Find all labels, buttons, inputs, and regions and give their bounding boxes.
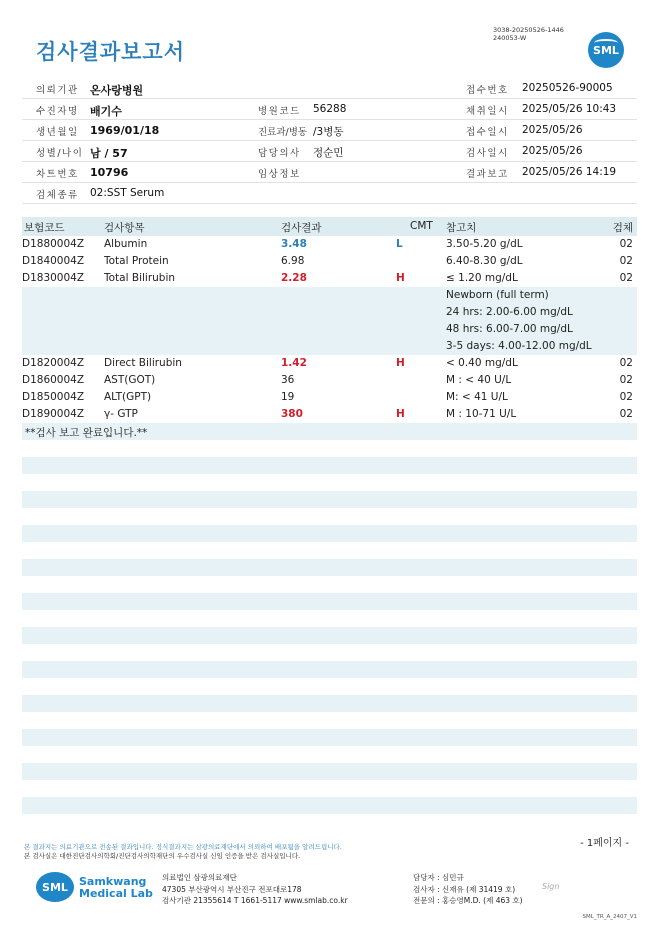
cell-ref: M : 10-71 U/L (446, 408, 517, 420)
cell-item: ALT(GPT) (104, 391, 152, 403)
received-value: 2025/05/26 (522, 124, 583, 136)
cell-flag: H (396, 272, 405, 284)
cell-code: D1890004Z (22, 408, 85, 420)
empty-row (22, 729, 637, 746)
col-item-header: 검사항목 (104, 222, 145, 234)
chart-value: 10796 (90, 166, 129, 179)
empty-row (22, 695, 637, 712)
cell-item: Total Bilirubin (104, 272, 176, 284)
cell-result: 1.42 (281, 357, 307, 369)
cell-item: Total Protein (104, 255, 169, 267)
cell-ref: 3.50-5.20 g/dL (446, 238, 523, 250)
signature: Sign (542, 882, 560, 891)
collected-value: 2025/05/26 10:43 (522, 103, 617, 115)
collected-label: 채취일시 (466, 106, 509, 117)
table-row (22, 406, 637, 423)
hospital-code-label: 병원코드 (258, 106, 301, 117)
receipt-no-value: 20250526-90005 (522, 82, 613, 94)
cell-result: 36 (281, 374, 295, 386)
info-row (22, 162, 637, 183)
cell-ref: ≤ 1.20 mg/dL (446, 272, 518, 284)
cell-result: 2.28 (281, 272, 307, 284)
institution-value: 온사랑병원 (90, 84, 144, 97)
cell-item: Albumin (104, 238, 148, 250)
cell-result: 19 (281, 391, 295, 403)
cell-item: Direct Bilirubin (104, 357, 182, 369)
form-code: SML_TR_A_2407_V1 (582, 914, 637, 920)
org-name: 의료법인 삼광의료재단 (162, 873, 237, 882)
dob-value: 1969/01/18 (90, 124, 160, 137)
specimen-value: 02:SST Serum (90, 187, 165, 199)
contact: 검사기관 21355614 T 1661-5117 www.smlab.co.kr (162, 896, 348, 905)
cell-code: D1830004Z (22, 272, 85, 284)
cell-code: D1820004Z (22, 357, 85, 369)
doctor-label: 담당의사 (258, 148, 301, 159)
dept-label: 진료과/병동 (258, 127, 308, 138)
dept-value: /3병동 (313, 126, 344, 138)
cell-ref: Newborn (full term) (446, 289, 549, 301)
address: 47305 부산광역시 부산진구 전포대로178 (162, 884, 302, 894)
col-code-header: 보험코드 (24, 222, 65, 234)
cell-ref: 6.40-8.30 g/dL (446, 255, 523, 267)
cell-spec: 02 (619, 238, 633, 250)
footer-address (162, 872, 348, 907)
patient-value: 배기수 (90, 105, 122, 118)
cell-spec: 02 (619, 374, 633, 386)
info-row (22, 78, 637, 99)
empty-row (22, 797, 637, 814)
cell-code: D1850004Z (22, 391, 85, 403)
sex-age-value: 남 / 57 (90, 147, 128, 160)
empty-row (22, 559, 637, 576)
col-cmt-header: CMT (410, 220, 433, 232)
table-row (22, 338, 637, 355)
cell-item: γ- GTP (104, 408, 138, 420)
cell-flag: H (396, 408, 405, 420)
info-row (22, 141, 637, 162)
cell-spec: 02 (619, 255, 633, 267)
cell-code: D1860004Z (22, 374, 85, 386)
staff-tester: 검사자 : 신재유 (제 31419 호) (413, 884, 516, 894)
tested-value: 2025/05/26 (522, 145, 583, 157)
staff-manager: 담당자 : 심민규 (413, 873, 464, 882)
specimen-label: 검체종류 (36, 190, 79, 201)
empty-row (22, 525, 637, 542)
sml-logo-icon: SML (36, 872, 74, 902)
cell-item: AST(GOT) (104, 374, 156, 386)
table-row (22, 355, 637, 372)
table-row (22, 287, 637, 304)
cell-code: D1840004Z (22, 255, 85, 267)
table-row (22, 270, 637, 287)
empty-row (22, 627, 637, 644)
table-row (22, 236, 637, 253)
footer-note-2: 본 검사실은 대한진단검사의학회/진단검사의학재단의 우수검사실 신임 인증을 받은 검사실입니다. (24, 852, 301, 860)
cell-ref: 24 hrs: 2.00-6.00 mg/dL (446, 306, 573, 318)
cell-ref: M : < 40 U/L (446, 374, 512, 386)
cell-ref: < 0.40 mg/dL (446, 357, 518, 369)
cell-spec: 02 (619, 272, 633, 284)
cell-spec: 02 (619, 408, 633, 420)
cell-result: 380 (281, 408, 303, 420)
empty-row (22, 763, 637, 780)
cell-ref: 3-5 days: 4.00-12.00 mg/dL (446, 340, 592, 352)
sml-logo: SML (588, 32, 624, 68)
table-row (22, 321, 637, 338)
info-row (22, 120, 637, 141)
empty-row (22, 491, 637, 508)
cell-spec: 02 (619, 357, 633, 369)
page-number: - 1페이지 - (580, 838, 629, 849)
footer-staff (413, 872, 523, 907)
col-ref-header: 참고치 (446, 222, 477, 234)
reported-label: 결과보고 (466, 169, 509, 180)
table-row (22, 389, 637, 406)
reported-value: 2025/05/26 14:19 (522, 166, 617, 178)
empty-row (22, 457, 637, 474)
empty-row (22, 593, 637, 610)
col-spec-header: 검체 (612, 222, 633, 234)
results-table-header (22, 217, 637, 236)
cell-spec: 02 (619, 391, 633, 403)
results-table-body (22, 236, 637, 440)
doctor-value: 정순민 (313, 147, 344, 159)
brand-name: Samkwang Medical Lab (79, 875, 153, 900)
info-row (22, 99, 637, 120)
cell-ref: 48 hrs: 6.00-7.00 mg/dL (446, 323, 573, 335)
cell-flag: L (396, 238, 403, 250)
cell-flag: H (396, 357, 405, 369)
empty-rows (22, 457, 637, 831)
hospital-code-value: 56288 (313, 103, 347, 115)
tested-label: 검사일시 (466, 148, 509, 159)
completion-note: **검사 보고 완료입니다.** (25, 427, 148, 439)
cell-result: 6.98 (281, 255, 305, 267)
footer-note-1: 본 결과지는 의료기관으로 전송된 결과입니다. 정식결과지는 삼광의료재단에서 의뢰하여 배포됨을 알려드립니다. (24, 843, 342, 851)
sex-age-label: 성별/나이 (36, 148, 84, 159)
received-label: 접수일시 (466, 127, 509, 138)
dob-label: 생년월일 (36, 127, 79, 138)
table-row (22, 304, 637, 321)
col-result-header: 검사결과 (281, 222, 322, 234)
completion-note-row (22, 423, 637, 440)
cell-ref: M: < 41 U/L (446, 391, 508, 403)
empty-row (22, 661, 637, 678)
clinical-label: 임상정보 (258, 169, 301, 180)
staff-specialist: 전문의 : 홍승영M.D. (제 463 호) (413, 896, 523, 905)
info-row (22, 183, 637, 204)
receipt-no-label: 접수번호 (466, 85, 509, 96)
table-row (22, 253, 637, 270)
cell-result: 3.48 (281, 238, 307, 250)
patient-label: 수진자명 (36, 106, 79, 117)
cell-code: D1880004Z (22, 238, 85, 250)
institution-label: 의뢰기관 (36, 85, 79, 96)
report-title: 검사결과보고서 (36, 40, 186, 64)
document-id: 3038-20250526-1446 240053-W (493, 26, 564, 42)
table-row (22, 372, 637, 389)
patient-info-section (22, 78, 637, 204)
chart-label: 차트번호 (36, 169, 79, 180)
